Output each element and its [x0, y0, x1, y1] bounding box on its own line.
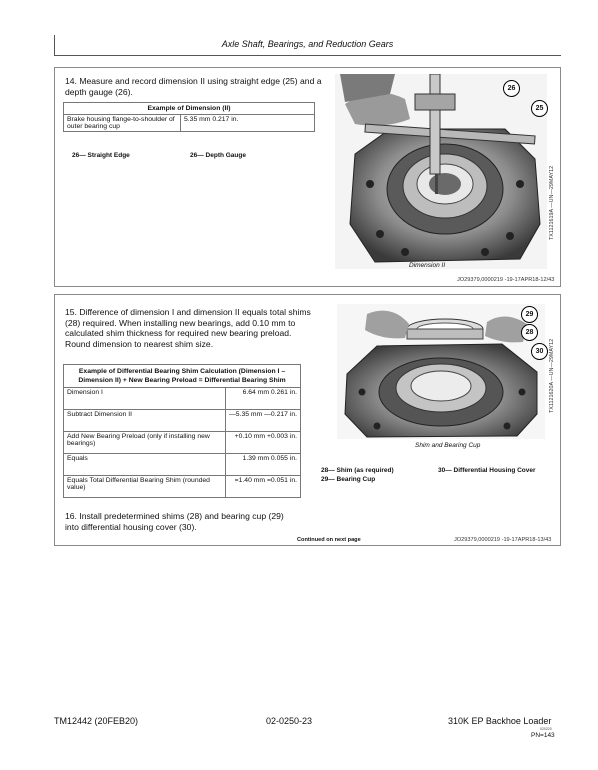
- legend-straight-edge: 26— Straight Edge: [72, 152, 130, 159]
- legend-bearing-cup: 29— Bearing Cup: [321, 476, 376, 483]
- continued-next-page: Continued on next page: [297, 537, 361, 543]
- shim-bearing-cup-illustration: [337, 304, 545, 439]
- shim-bearing-cup-image: [337, 304, 545, 439]
- page-header-title: Axle Shaft, Bearings, and Reduction Gears: [221, 39, 394, 49]
- dimension-ii-row-value: 5.35 mm 0.217 in.: [181, 115, 315, 132]
- doc-id-2: JO29379,0000219 -19-17APR18-13/43: [454, 537, 552, 543]
- shim-table-title: Example of Differential Bearing Shim Calculation (Dimension I – Dimension II) + New Bearing Preload = Differential Bearing Shim: [64, 365, 301, 388]
- step-14-text: 14. Measure and record dimension II using straight edge (25) and a depth gauge (26).: [65, 76, 322, 97]
- shim-row-value-1: 6.64 mm 0.261 in.: [226, 388, 301, 410]
- footer-machine: 310K EP Backhoe Loader: [448, 716, 552, 726]
- step-15-section: [54, 294, 561, 546]
- legend-depth-gauge: 26— Depth Gauge: [190, 152, 246, 159]
- image-id-1: TX1121619A —UN—29MAY12: [549, 165, 555, 240]
- legend-differential-housing-cover: 30— Differential Housing Cover: [438, 467, 536, 474]
- callout-25: 25: [531, 100, 548, 117]
- callout-29: 29: [521, 306, 538, 323]
- shim-row-label-4: Equals: [64, 454, 226, 476]
- footer-page-number: 02-0250-23: [266, 716, 313, 726]
- dimension-ii-table-title: Example of Dimension (II): [64, 103, 315, 115]
- dimension-ii-row-label: Brake housing flange-to-shoulder of outer bearing cup: [64, 115, 181, 132]
- footer-date-small: 020220: [540, 727, 552, 731]
- step-15-text: 15. Difference of dimension I and dimension II equals total shims (28) required. When installing new bearings, add 0.10 mm to calculated shim thickness for required new bearing preload. Round dimension to nearest shim size.: [65, 307, 311, 349]
- shim-row-label-3: Add New Bearing Preload (only if installing new bearings): [64, 432, 226, 454]
- legend-shim: 28— Shim (as required): [321, 467, 394, 474]
- caption-dimension-ii: Dimension II: [409, 262, 446, 269]
- shim-row-value-3: +0.10 mm +0.003 in.: [226, 432, 301, 454]
- shim-row-label-1: Dimension I: [64, 388, 226, 410]
- step-16-text: 16. Install predetermined shims (28) and bearing cup (29) into differential housing cover (30).: [65, 511, 284, 532]
- axle-housing-measurement-image: [335, 74, 547, 269]
- footer-manual-id: TM12442 (20FEB20): [54, 716, 139, 726]
- axle-housing-illustration: [335, 74, 547, 269]
- caption-shim-bearing-cup: Shim and Bearing Cup: [415, 442, 481, 449]
- shim-row-label-2: Subtract Dimension II: [64, 410, 226, 432]
- footer-pn: PN=143: [531, 732, 555, 739]
- step-14-section: [54, 67, 561, 287]
- shim-row-value-4: 1.39 mm 0.055 in.: [226, 454, 301, 476]
- callout-26: 26: [503, 80, 520, 97]
- callout-28: 28: [521, 324, 538, 341]
- shim-row-value-5: =1.40 mm =0.051 in.: [226, 476, 301, 498]
- shim-row-label-5: Equals Total Differential Bearing Shim (rounded value): [64, 476, 226, 498]
- dimension-ii-table: [63, 102, 315, 132]
- doc-id-1: JO29379,0000219 -19-17APR18-12/43: [457, 277, 555, 283]
- shim-row-value-2: —5.35 mm —0.217 in.: [226, 410, 301, 432]
- shim-calculation-table: [63, 364, 301, 498]
- header-rule: [54, 55, 561, 56]
- image-id-2: TX1121620A —UN—29MAY12: [549, 338, 555, 413]
- callout-30: 30: [531, 343, 548, 360]
